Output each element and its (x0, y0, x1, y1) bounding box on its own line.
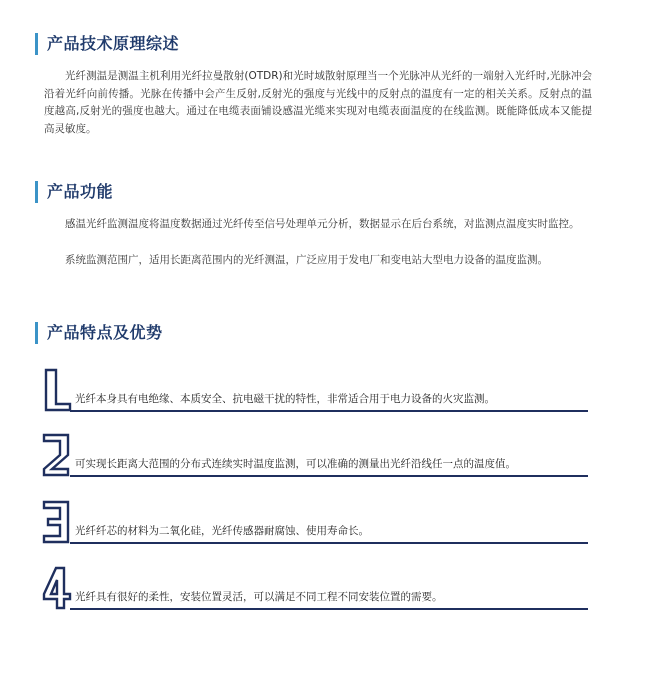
feature-divider-4 (70, 608, 588, 610)
section-title-features: 产品特点及优势 (35, 322, 163, 344)
feature-text-2: 可实现长距离大范围的分布式连续实时温度监测，可以准确的测量出光纤沿线任一点的温度值。 (75, 458, 516, 470)
number-4-icon (42, 566, 72, 610)
number-3-icon (42, 500, 72, 544)
principle-paragraph: 光纤测温是测温主机利用光纤拉曼散射(OTDR)和光时域散射原理当一个光脉冲从光纤的一端射入光纤时,光脉冲会沿着光纤向前传播。光脉在传播中会产生反射,反射光的强度与光线中的反射点的温度有一定的相关关系。反射点的温度越高,反射光的强度也越大。通过在电缆表面铺设感温光缆来实现对电缆表面温度的在线监测。既能降低成本又能提高灵敏度。 (44, 70, 592, 135)
function-paragraph-1: 感温光纤监测温度将温度数据通过光纤传至信号处理单元分析，数据显示在后台系统，对监测点温度实时监控。 (65, 218, 580, 230)
feature-divider-2 (70, 475, 588, 477)
feature-item-4 (42, 566, 588, 610)
feature-text-3: 光纤纤芯的材料为二氧化硅，光纤传感器耐腐蚀、使用寿命长。 (75, 525, 369, 537)
feature-divider-3 (70, 542, 588, 544)
function-paragraph-2: 系统监测范围广，适用长距离范围内的光纤测温，广泛应用于发电厂和变电站大型电力设备的温度监测。 (65, 254, 548, 266)
feature-item-1 (42, 368, 588, 412)
section-title-principle: 产品技术原理综述 (35, 33, 179, 55)
section-title-function: 产品功能 (35, 181, 113, 203)
feature-divider-1 (70, 410, 588, 412)
number-2-icon (42, 433, 72, 477)
feature-item-2 (42, 433, 588, 477)
feature-item-3 (42, 500, 588, 544)
feature-text-4: 光纤具有很好的柔性，安装位置灵活，可以满足不同工程不同安装位置的需要。 (75, 591, 443, 603)
feature-text-1: 光纤本身具有电绝缘、本质安全、抗电磁干扰的特性，非常适合用于电力设备的火灾监测。 (75, 393, 495, 405)
number-1-icon (42, 368, 72, 412)
